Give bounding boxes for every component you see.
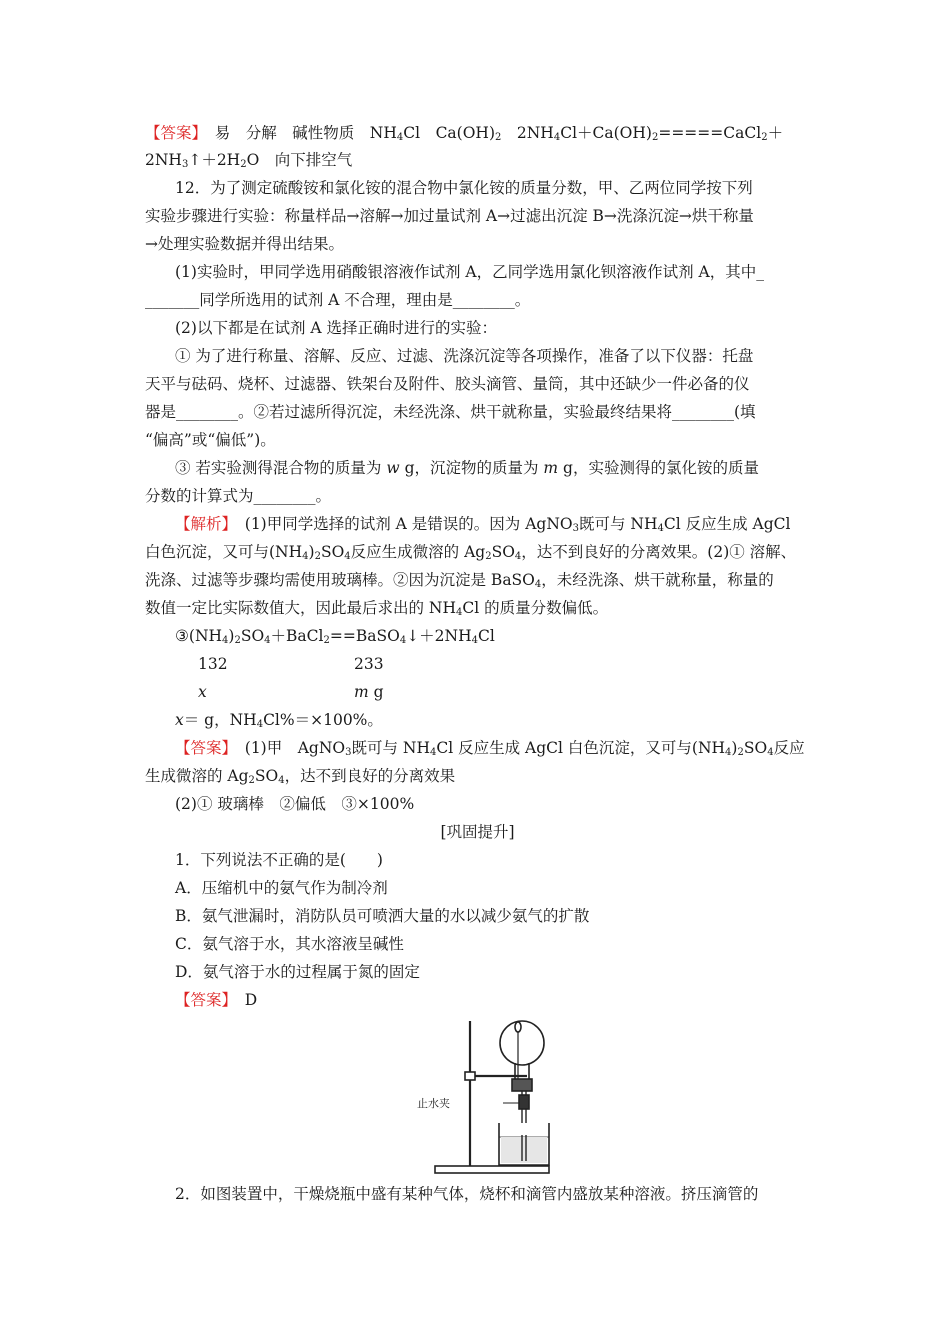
q12-answer-1: 【答案】 (1)甲 AgNO$_3$既可与 $NH_4Cl$ 反应生成 AgCl 白色沉淀，又可与$(NH_4)_2SO_4$反应: [175, 739, 805, 758]
clamp-label: 止水夹: [417, 1097, 450, 1110]
q12-part2-d: “偏高”或“偏低”)。: [145, 431, 276, 449]
variable-m: m g: [354, 683, 384, 701]
answer-tag: 【答案】: [145, 124, 200, 142]
q12-stem-2: 实验步骤进行实验：称量样品→溶解→加过量试剂 A→过滤出沉淀 B→洗涤沉淀→烘干称量: [145, 207, 754, 225]
q12-analysis-3: 洗涤、过滤等步骤均需使用玻璃棒。②因为沉淀是 BaSO$_4$，未经洗涤、烘干就称量，称量的: [145, 571, 774, 590]
q12-analysis-1: 【解析】 (1)甲同学选择的试剂 A 是错误的。因为 AgNO$_3$既可与 $NH_4Cl$ 反应生成 AgCl: [175, 515, 791, 534]
fountain-apparatus-figure: [415, 1015, 555, 1177]
q12-part3-a: ③ 若实验测得混合物的质量为 w g，沉淀物的质量为 m g，实验测得的氯化铵的质量: [175, 459, 759, 477]
mc2-stem: 2．如图装置中，干燥烧瓶中盛有某种气体，烧杯和滴管内盛放某种溶液。挤压滴管的: [175, 1185, 759, 1203]
analysis-tag: 【解析】: [175, 515, 230, 533]
q12-analysis-result: x＝ g，$NH_4Cl\%=\times 100\%$。: [175, 711, 383, 730]
q12-part3-b: 分数的计算式为________。: [145, 487, 332, 505]
q12-stem-1: 12．为了测定硫酸铵和氯化铵的混合物中氯化铵的质量分数，甲、乙两位同学按下列: [175, 179, 753, 197]
mc1-stem: 1．下列说法不正确的是( ): [175, 851, 383, 869]
mc1-answer: 【答案】 D: [175, 991, 258, 1009]
mc1-option-b: B．氨气泄漏时，消防队员可喷洒大量的水以减少氨气的扩散: [175, 907, 590, 925]
q12-analysis-2: 白色沉淀，又可与$(NH_4)_2SO_4$反应生成微溶的 $Ag_2SO_4$，达不到良好的分离效果。(2)① 溶解、: [145, 543, 797, 562]
molar-mass-132: 132: [198, 655, 228, 673]
variable-x: x: [198, 683, 207, 701]
q12-part2: (2)以下都是在试剂 A 选择正确时进行的实验：: [175, 319, 498, 337]
rubber-stopper: [512, 1079, 532, 1091]
q12-part2-c: 器是________。②若过滤所得沉淀，未经洗涤、烘干就称量，实验最终结果将________(填: [145, 403, 756, 421]
mc1-option-c: C．氨气溶于水，其水溶液呈碱性: [175, 935, 404, 953]
stand-base: [435, 1166, 549, 1173]
molar-mass-233: 233: [354, 655, 384, 673]
q12-part1-b: _______同学所选用的试剂 A 不合理，理由是________。: [145, 291, 531, 309]
q11-answer-line-1: 【答案】 易 分解 碱性物质 $NH_4Cl$ $Ca(OH)_2$ $2NH_4Cl+Ca(OH)_2=====CaCl_2+$: [145, 124, 784, 143]
q12-stem-3: →处理实验数据并得出结果。: [145, 235, 344, 253]
mc1-option-d: D．氨气溶于水的过程属于氮的固定: [175, 963, 420, 981]
q12-analysis-4: 数值一定比实际数值大，因此最后求出的 $NH_4Cl$ 的质量分数偏低。: [145, 599, 609, 618]
q11-answer-line-2: $2NH_3↑+2H_2O$ 向下排空气: [145, 151, 353, 170]
q12-analysis-equation: $③(NH_4)_2SO_4+BaCl_2==BaSO_4↓+2NH_4Cl$: [175, 627, 495, 646]
round-flask: [500, 1021, 544, 1065]
q12-part2-a: ① 为了进行称量、溶解、反应、过滤、洗涤沉淀等各项操作，准备了以下仪器：托盘: [175, 347, 754, 365]
q12-part2-b: 天平与砝码、烧杯、过滤器、铁架台及附件、胶头滴管、量筒，其中还缺少一件必备的仪: [145, 375, 750, 393]
q12-answer-3: (2)① 玻璃棒 ②偏低 ③×100%: [175, 795, 415, 813]
q12-part1-a: (1)实验时，甲同学选用硝酸银溶液作试剂 A，乙同学选用氯化钡溶液作试剂 A，其中_: [175, 263, 764, 281]
answer-tag: 【答案】: [175, 991, 230, 1009]
answer-tag: 【答案】: [175, 739, 230, 757]
q12-answer-2: 生成微溶的 $Ag_2SO_4$，达不到良好的分离效果: [145, 767, 456, 786]
section-title: [巩固提升]: [440, 823, 515, 841]
mc1-option-a: A．压缩机中的氨气作为制冷剂: [175, 879, 388, 897]
